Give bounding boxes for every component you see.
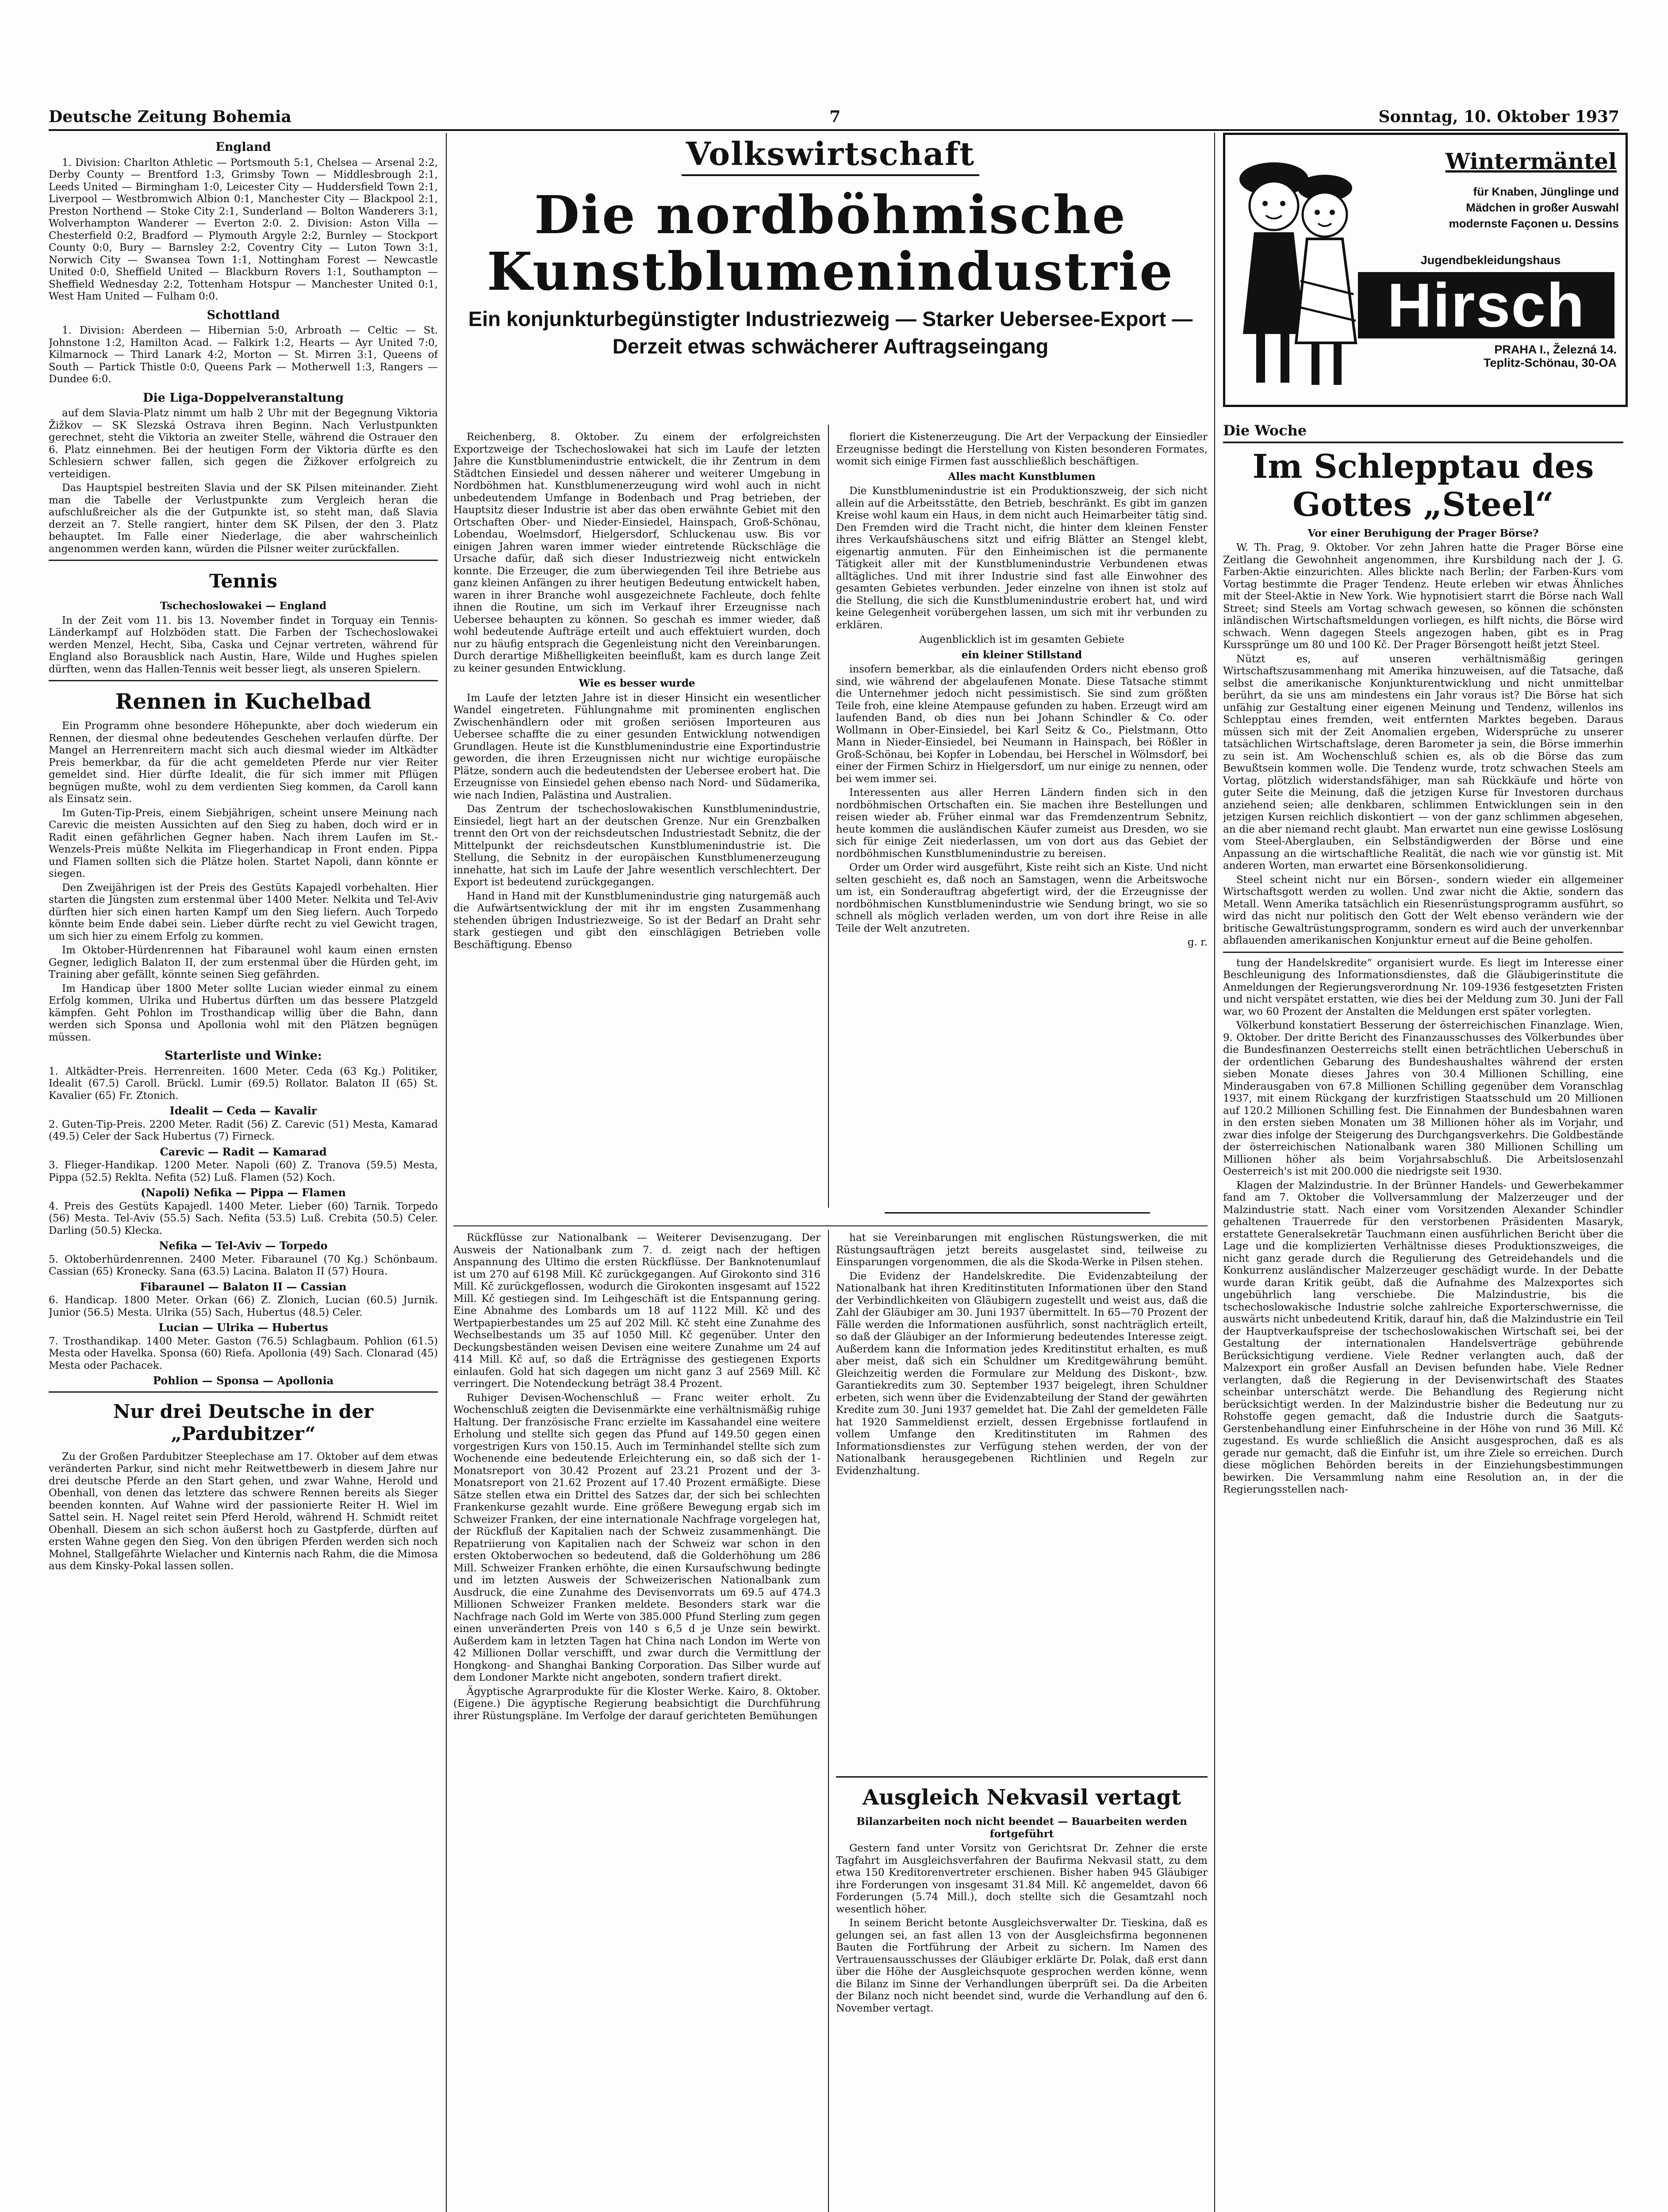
article-paragraph: floriert die Kistenerzeugung. Die Art der Verpackung der Einsiedler Erzeugnisse bedingt die Herstellung von Kisten besonderen Formates, womit sich einige Firmen fast ausschließlich beschäftigen. (836, 431, 1208, 467)
hirsch-advertisement (1223, 133, 1628, 407)
race-entry: 3. Flieger-Handikap. 1200 Meter. Napoli (60) Z. Tranova (59.5) Mesta, Pippa (52.5) Reklta. Nefita (52) Luß. Flamen (52) Koch. (49, 1160, 438, 1183)
schottland-results: 1. Division: Aberdeen — Hibernian 5:0, Arbroath — Celtic — St. Johnstone 1:2, Hamilton Acad. — Falkirk 1:2, Hearts — Ayr United 7:0, Kilmarnock — Third Lanark 4:2, Morton — St. Mirren 3:1, Queens of South — Partick Thistle 0:0, Queens Park — Motherwell 1:3, Rangers — Dundee 6:0. (49, 325, 438, 385)
nekvasil-paragraph: In seinem Bericht betonte Ausgleichsverwalter Dr. Tieskina, daß es gelungen sei, an fast allen 13 von der Ausgleichsfirma begonnenen Bauten die Fortführung der Arbeit zu sichern. Im Namen des Vertrauensausschusses der Gläubiger erklärte Dr. Polak, daß erst dann über die Höhe der Ausgleichsquote gesprochen werden könne, wenn die Bilanz im Sinne der Verhandlungen überprüft sei. Da die Arbeiten der Bilanz noch nicht beendet sind, wurde die Verhandlung auf den 6. November vertagt. (836, 1917, 1208, 2014)
lead-subheadline: Ein konjunkturbegünstigter Industriezweig — Starker Uebersee-Export — Derzeit etwas schwächerer Auftragseingang (468, 307, 1193, 358)
market-notes-column-2 (836, 1232, 1208, 1772)
race-entry: 6. Handicap. 1800 Meter. Orkan (66) Z. Zlonich, Lucian (60.5) Jurnik. Junior (56.5) Mesta. Ulrika (55) Sach, Hubertus (48.5) Celer. (49, 1294, 438, 1318)
die-woche-column (1223, 425, 1623, 2212)
article-rule (453, 1225, 1208, 1226)
rennen-text-5: Im Handicap über 1800 Meter sollte Lucian wieder einmal zu einem Erfolg kommen, Ulrika und Hubertus dürften um das bessere Platzgeld kämpfen. Geht Pohlon im Trosthandicap willig über die Bahn, dann werden sich Sponsa und Apollonia wohl mit den Plätzen begnügen müssen. (49, 983, 438, 1043)
nekvasil-paragraph: Gestern fand unter Vorsitz von Gerichtsrat Dr. Zehner die erste Tagfahrt im Ausgleichsverfahren der Baufirma Nekvasil statt, zu dem etwa 150 Kreditorenvertreter erschienen. Bisher haben 945 Gläubiger ihre Forderungen von insgesamt 31.84 Mill. Kč angemeldet, davon 66 Forderungen (5.74 Mill.), doch stellte sich die Gesamtzahl noch wesentlich höher. (836, 1843, 1208, 1915)
woche-paragraph: W. Th. Prag, 9. Oktober. Vor zehn Jahren hatte die Prager Börse eine Zeitlang die Gewohnheit angenommen, ihre Kursbildung nach der J. G. Farben-Aktie einzurichten. Alles blickte nach Berlin; der Farben-Kurs vom Vortag bestimmte die Prager Tendenz. Heute erleben wir etwas Ähnliches mit der Steel-Aktie in New York. Wie hypnotisiert starrt die Börse nach Wall Street; sind Steels am Vortag schwach gewesen, so können die schönsten inländischen Wirtschaftsmeldungen vorliegen, es hilft nichts, die Börse wird schwach. Wenn dagegen Steels angezogen haben, gibt es in Prag Kurssprünge um 80 und 100 Kč. Der Prager Börsengott heißt jetzt Steel. (1223, 542, 1623, 651)
england-results: 1. Division: Charlton Athletic — Portsmouth 5:1, Chelsea — Arsenal 2:2, Derby County — Brentford 1:3, Grimsby Town — Middlesbrough 2:1, Leeds United — Birmingham 1:0, Leicester City — Huddersfield Town 2:1, Liverpool — Westbromwich Albion 0:1, Manchester City — Blackpool 2:1, Preston Northend — Stoke City 2:1, Sunderland — Bolton Wanderers 3:1, Wolverhampton Wanderer — Everton 2:0. 2. Division: Aston Villa — Chesterfield 0:2, Bradford — Plymouth Argyle 2:2, Burnley — Stockport County 0:0, Bury — Barnsley 2:2, Coventry City — Luton Town 3:1, Norwich City — Swansea Town 1:1, Nottingham Forest — Newcastle United 0:0, Sheffield United — Blackburn Rovers 1:1, Southampton — Sheffield Wednesday 2:2, Tottenham Hotspur — Manchester United 0:1, West Ham United — Fulham 0:0. (49, 157, 438, 302)
tennis-subheading: Tschechoslowakei — England (160, 600, 327, 612)
race-pick: Carevic — Radit — Kamarad (160, 1145, 327, 1158)
race-pick: Fibaraunel — Balaton II — Cassian (140, 1280, 347, 1293)
section-rule (1223, 952, 1623, 953)
ad-line: für Knaben, Jünglinge und (1473, 185, 1619, 198)
rennen-text-2: Im Guten-Tip-Preis, einem Siebjährigen, scheint unsere Meinung nach Carevic die meisten Aussichten auf den Sieg zu haben, doch wird er in Radit einen gefährlichen Gegner haben. Nach ihrem Laufen im St.-Wenzels-Preis müßte Nelkita im Fliegerhandicap in Front enden. Pippa und Flamen sollten sich die Plätze holen. Startet Napoli, dann könnte er siegen. (49, 807, 438, 879)
article-paragraph: Reichenberg, 8. Oktober. Zu einem der erfolgreichsten Exportzweige der Tschechoslowakei hat sich im Laufe der letzten Jahre die Kunstblumenindustrie entwickelt, die ihr Zentrum in dem Städtchen Einsiedel und dessen näherer und weiterer Umgebung in Nordböhmen hat. Kunstblumenerzeugung wird wohl auch in nicht unbedeutendem Umfange in Bodenbach und Prag betrieben, der Hauptsitz dieser Industrie ist aber das oben erwähnte Gebiet mit den Ortschaften Ober- und Nieder-Einsiedel, Hainspach, Groß-Schönau, Lobendau, Woelmsdorf, Hielgersdorf, Schluckenau usw. Bis vor einigen Jahren waren immer wieder eintretende Rückschläge die Ursache dafür, daß sich dieser Industriezweig nicht entwickeln konnte. Die Erzeuger, die zum überwiegenden Teil ihre Betriebe aus ganz kleinen Anfängen zu ihrer heutigen Bedeutung entwickelt haben, waren in ihrer Branche wohl ausgezeichnete Fachleute, doch fehlte ihnen die Routine, um sich im Verkauf ihrer Erzeugnisse nach Uebersee behaupten zu können. So geschah es immer wieder, daß wohl bedeutende Aufträge erteilt und auch effektuiert wurden, doch nur zu häufig entsprach die Gegenleistung nicht den Vereinbarungen. Durch derartige Mißhelligkeiten beeinflußt, kam es durch lange Zeit zu keiner gesunden Entwicklung. (453, 431, 821, 674)
nekvasil-subheadline: Bilanzarbeiten noch nicht beendet — Bauarbeiten werden fortgeführt (856, 1816, 1187, 1840)
col-separator (828, 425, 829, 1208)
article-column-2 (836, 431, 1208, 1210)
section-rule (49, 560, 438, 561)
schottland-heading: Schottland (207, 308, 280, 322)
market-notes-column (453, 1232, 821, 2212)
ad-shop-type: Jugendbekleidungshaus (1420, 253, 1561, 267)
woche-headline: Im Schlepptau des Gottes „Steel“ (1252, 447, 1594, 524)
rennen-text-3: Den Zweijährigen ist der Preis des Gestüts Kapajedl vorbehalten. Hier starten die Jüngsten zum erstenmal über 1400 Meter. Nelkita und Tel-Aviv dürften hier sich einen harten Kampf um den Sieg liefern. Auch Torpedo könnte beim Ende dabei sein. Lieber dürfte recht zu viel Gewicht tragen, um sich hier zu einem Erfolg zu kommen. (49, 882, 438, 942)
race-pick: Pohlion — Sponsa — Apollonia (153, 1374, 334, 1387)
race-entry: 4. Preis des Gestüts Kapajedl. 1400 Meter. Lieber (60) Tarnik. Torpedo (56) Mesta. Tel-Aviv (55.5) Sach. Nefita (53.5) Luß. Crebita (50.5) Celer. Darling (50.5) Klecka. (49, 1200, 438, 1237)
issue-date: Sonntag, 10. Oktober 1937 (1378, 108, 1619, 126)
market-paragraph: Rückflüsse zur Nationalbank — Weiterer Devisenzugang. Der Ausweis der Nationalbank zum 7. d. zeigt nach der heftigen Anspannung des Ultimo die ersten Rückflüsse. Der Banknotenumlauf ist um 270 auf 6198 Mill. Kč zurückgegangen. Auf Girokonto sind 316 Mill. Kč zurückgeflossen, wodurch die Girokonten insgesamt auf 1522 Mill. Kč gestiegen sind. Im Leihgeschäft ist die Entspannung gering. Eine Abnahme des Lombards um 18 auf 1122 Mill. Kč und des Wertpapierbestandes um 25 auf 202 Mill. Kč steht eine Zunahme des Wechselbestands um 35 auf 1050 Mill. Kč gegenüber. Unter den Deckungsbeständen weisen Devisen eine weitere Zunahme um 24 auf 414 Mill. Kč auf, so daß die Erträgnisse des gestiegenen Exports einlaufen. Gold hat sich dagegen um nicht ganz 3 auf 2569 Mill. Kč verringert. Die Notendeckung beträgt 38.4 Prozent. (453, 1232, 821, 1390)
race-entry: 2. Guten-Tip-Preis. 2200 Meter. Radit (56) Z. Carevic (51) Mesta, Kamarad (49.5) Celer der Sack Hubertus (7) Firneck. (49, 1118, 438, 1142)
woche-label: Die Woche (1223, 425, 1307, 439)
race-pick: Idealit — Ceda — Kavalir (169, 1104, 317, 1117)
ad-address-line: Teplitz-Schönau, 30-OA (1483, 356, 1617, 369)
lead-article-header (453, 135, 1208, 360)
nekvasil-headline: Ausgleich Nekvasil vertagt (862, 1785, 1181, 1810)
starter-heading: Starterliste und Winke: (165, 1049, 322, 1063)
article-paragraph: Im Laufe der letzten Jahre ist in dieser Hinsicht ein wesentlicher Wandel eingetreten. Fühlungnahme mit prominenten englischen Zwischenhändlern oder mit großen seriösen Importeuren aus Uebersee schaffte die zu einer gesunden Entwicklung notwendigen Grundlagen. Heute ist die Kunstblumenindustrie eine Exportindustrie geworden, die ihren Erzeugnissen nicht nur wichtige europäische Plätze, sondern auch die bedeutendsten der Uebersee erobert hat. Die Erzeugnisse von Einsiedel gehen ebenso nach Nord- und Südamerika, wie nach Indien, Palästina und Australien. (453, 692, 821, 801)
article-paragraph: Hand in Hand mit der Kunstblumenindustrie ging naturgemäß auch die Aufwärtsentwicklung der mit ihr im engsten Zusammenhang stehenden übrigen Industriezweige. So ist der Bedarf an Draht sehr stark gestiegen und gibt den einschlägigen Betrieben volle Beschäftigung. Ebenso (453, 890, 821, 951)
woche-paragraph: Nützt es, auf unseren verhältnismäßig geringen Wirtschaftszusammenhang mit Amerika hinzuweisen, auf die Tatsache, daß selbst die amerikanische Konjunkturentwicklung und nicht unmittelbar berührt, da sie uns am mindestens ein Jahr voraus ist? Die Börse hat sich unfähig zur Gestaltung einer eigenen Meinung und Tendenz, willenlos ins Schlepptau eines fremden, weit entfernten Marktes begeben. Daraus müssen sich mit der Zeit Anomalien ergeben, Widersprüche zu unserer tatsächlichen Wirtschaftslage, deren Barometer ja sein, die Börse immerhin zu sein ist. Am Wochenschluß schien es, als ob die Börse das zum Bewußtsein kommen wolle. Die Tendenz wurde, trotz schwachen Steels am Vortag, plötzlich widerstandsfähiger, man sah Rückkäufe und hörte von guter Seite die Meinung, daß die jetzigen Kurse für Investoren durchaus anziehend seien; alle denkbaren, schlimmen Entwicklungen sein in den jetzigen Kursen reichlich diskontiert — von der ganz schlimmen abgesehen, an die aber niemand recht glaubt. Man erwartet nun eine gewisse Loslösung vom Steel-Aberglauben, ein Selbständigwerden der Börse und eine Anpassung an die wirtschaftliche Realität, die nach wie vor günstig ist. Mit anderen Worten, man erwartet eine Börsenkonsolidierung. (1223, 653, 1623, 872)
race-pick: Nefika — Tel-Aviv — Torpedo (159, 1239, 328, 1252)
running-head (49, 100, 1619, 126)
race-entry: 5. Oktoberhürdenrennen. 2400 Meter. Fibaraunel (70 Kg.) Schönbaum. Cassian (65) Kronecky. Sana (63.5) Lacina. Balaton II (57) Houra. (49, 1253, 438, 1277)
race-pick: (Napoli) Nefika — Pippa — Flamen (141, 1186, 346, 1199)
race-entry: 1. Altkädter-Preis. Herrenreiten. 1600 Meter. Ceda (63 Kg.) Politiker, Idealit (67.5) Caroll. Brückl. Lumir (69.5) Rollator. Balaton II (65) St. Kavalier (65) Fr. Ztonich. (49, 1065, 438, 1102)
nur-drei-text: Zu der Großen Pardubitzer Steeplechase am 17. Oktober auf dem etwas veränderten Parkur, sind nicht mehr Reitwettbewerb in diesem Jahre nur drei deutsche Pferde an den Start gehen, und zwar Wahne, Herold und Obenhall, von denen das letztere das schwere Rennen bereits als Sieger beenden konnten. Auf Wahne wird der passionierte Reiter H. Wiel im Sattel sein. H. Nagel reitet sein Pferd Herold, während H. Schmidt reitet Obenhall. Diesem an sich schon äußerst hoch zu Gastpferde, dürften auf ersten Wahne gegen den Sieg. Von den übrigen Pferden werden sich noch Mohnel, Stallgefährte Wielacher und Kinternis nach Rahm, die die Mimosa aus dem Kinsky-Pokal lassen sollen. (49, 1451, 438, 1572)
newspaper-name: Deutsche Zeitung Bohemia (49, 108, 291, 126)
race-entry: 7. Trosthandikap. 1400 Meter. Gaston (76.5) Schlagbaum. Pohlion (61.5) Mesta oder Havelka. Sponsa (60) Riefa. Apollonia (49) Sach. Clonarad (45) Mesta oder Pachacek. (49, 1335, 438, 1371)
article-lead-in: Augenblicklich ist im gesamten Gebiete (919, 634, 1124, 645)
page-number: 7 (829, 108, 841, 126)
liga-text: auf dem Slavia-Platz nimmt um halb 2 Uhr mit der Begegnung Viktoria Žižkov — SK Slezská Ostrava ihren Beginn. Nach Verlustpunkten gerechnet, steht die Viktoria an zweiter Stelle, während die Ostrauer den 6. Platz einnehmen. Bei der heutigen Form der Viktoria dürfte es den Schlesiern schwer fallen, sich gegen die Žižkover erfolgreich zu verteidigen. (49, 407, 438, 480)
ad-line: modernste Façonen u. Dessins (1449, 217, 1619, 230)
woche-subheadline: Vor einer Beruhigung der Prager Börse? (1308, 527, 1539, 539)
ad-title: Wintermäntel (1445, 148, 1617, 174)
tennis-heading: Tennis (209, 570, 277, 592)
ad-tagline (1380, 184, 1619, 231)
nur-drei-heading: Nur drei Deutsche in der „Pardubitzer“ (113, 1400, 373, 1444)
article-rule (885, 1212, 1150, 1214)
article-paragraph: Interessenten aus aller Herren Ländern finden sich in den nordböhmischen Ortschaften ein. Sie machen ihre Bestellungen und reisen wieder ab. Früher einmal war das Fremdenzentrum Sebnitz, heute kommen die ausländischen Käufer zumeist aus Dresden, wo sie sich für einige Zeit niederlassen, um von dort aus das Gebiet der nordböhmischen Kunstblumenindustrie zu bereisen. (836, 787, 1208, 860)
article-paragraph: insofern bemerkbar, als die einlaufenden Orders nicht ebenso groß sind, wie während der abgelaufenen Monate. Diese Tatsache stimmt die Unternehmer jedoch nicht pessimistisch. Sie sind zum größten Teile froh, eine kleine Atempause gefunden zu haben. Erzeugt wird am laufenden Band, ob dies nun bei Johann Schindler & Co. oder Wollmann in Ober-Einsiedel, bei Karl Seitz & Co., Pielstmann, Otto Mann in Nieder-Einsiedel, bei Neumann in Hainspach, bei Rößler in Groß-Schönau, bei Kopfer in Lobendau, bei Herschel in Wölmsdorf, bei einer der Firmen Schirz in Hielgersdorf, um nur einige zu nennen, oder bei wem immer sei. (836, 664, 1208, 785)
section-title: Volkswirtschaft (682, 135, 979, 176)
author-signature: g. r. (1187, 937, 1208, 948)
tennis-text: In der Zeit vom 11. bis 13. November findet in Torquay ein Tennis-Länderkampf auf Holzböden statt. Die Farben der Tschechoslowakei werden Menzel, Hecht, Siba, Caska und Cejnar vertreten, während für England also Borausblick nach Austin, Hare, Wilde und Hughes spielen dürften, wenn das Hallen-Tennis weit besser liegt, als unseren Spielern. (49, 614, 438, 675)
col-separator (1214, 133, 1215, 2212)
nekvasil-article (836, 1783, 1208, 2212)
section-rule (49, 680, 438, 681)
race-pick: Lucian — Ulrika — Hubertus (158, 1321, 328, 1334)
ad-line: Mädchen in großer Auswahl (1466, 201, 1619, 214)
article-rule (836, 1776, 1208, 1778)
article-subheading: ein kleiner Stillstand (961, 649, 1082, 661)
rennen-heading: Rennen in Kuchelbad (115, 689, 372, 714)
market-paragraph: hat sie Vereinbarungen mit englischen Rüstungswerken, die mit Rüstungsaufträgen jetzt bereits ausgelastet sind, teilweise zu Einsparungen vorgenommen, die als die Skoda-Werke in Pilsen stehen. (836, 1232, 1208, 1268)
england-heading: England (215, 140, 271, 154)
section-rule (1223, 442, 1623, 443)
market-paragraph: Ruhiger Devisen-Wochenschluß — Franc weiter erholt. Zu Wochenschluß zeigten die Devisenmärkte eine verhältnismäßig ruhige Haltung. Der französische Franc erzielte im Kassahandel eine weitere Erholung und stellte sich gegen das Pfund auf 149.50 gegen einen vorgestrigen Kurs von 150.15. Auch im Terminhandel stellte sich zum Wochenende eine bedeutende Erleichterung ein, so daß sich der 1-Monatsreport von 30.42 Prozent auf 23.21 Prozent und der 3-Monatsreport von 21.62 Prozent auf 17.40 Prozent ermäßigte. Diese Sätze stellen etwa ein Drittel des Satzes dar, der sich bei schlechten Frankenkurse gezahlt wurde. Eine größere Bewegung ergab sich im Schweizer Franken, der eine internationale Nachfrage vorgelegen hat, der Rückfluß der Kapitalien nach der Schweiz zusammenhängt. Die Repatriierung von Kapitalien nach der Schweiz war schon in den ersten Oktoberwochen so bedeutend, daß die Golderhöhung um 286 Mill. Schweizer Franken erhöhte, die einen Kursaufschwung bedingte und im letzten Ausweis der Schweizerischen Nationalbank zum Ausdruck, die eine Zunahme des Devisenvorrats um 69.5 auf 474.3 Millionen Schweizer Franken meldete. Besonders stark war die Nachfrage nach Gold im Werte von 385.000 Pfund Sterling zum gegen einen unveränderten Preis von 140 s 6,5 d je Unze sein bewirkt. Außerdem kam in letzten Tagen hat China nach London im Werte von 42 Millionen Dollar verschifft, und zwar durch die Vermittlung der Hongkong- and Shanghai Banking Corporation. Das Silber wurde auf dem Londoner Markte nicht angeboten, sondern trafiert direkt. (453, 1392, 821, 1683)
col-separator (446, 133, 447, 2212)
lead-headline: Die nordböhmische Kunstblumenindustrie (487, 184, 1174, 302)
head-rule (49, 129, 1619, 131)
liga-heading: Die Liga-Doppelveranstaltung (143, 391, 344, 405)
sports-column (49, 135, 438, 2212)
ad-brand-logo: Hirsch (1358, 272, 1614, 338)
article-subheading: Wie es besser wurde (579, 677, 695, 689)
article-paragraph: Die Kunstblumenindustrie ist ein Produktionszweig, der sich nicht allein auf die Arbeitsstätte, den Betrieb, beschränkt. Es gibt im ganzen Kreise wohl kaum ein Haus, in dem nicht auch Heimarbeiter tätig sind. Den Fremden wird die Tracht nicht, die hinter dem kleinen Fenster ihres Verkaufshäuschens sitzt und eifrig Blätter an Stengel klebt, eigenartig anmuten. Für den Einheimischen ist die permanente Tätigkeit aller mit der Kunstblumenindustrie Verbundenen etwas alltägliches. Und mit ihrer Industrie sind fast alle Einwohner des gesamten Gebietes verbunden. Jeder einzelne von ihnen ist stolz auf die Stellung, die sich die Kunstblumenindustrie erobert hat, und wird keine Gelegenheit vorübergehen lassen, um sich mit ihr verbunden zu erklären. (836, 485, 1208, 631)
woche-paragraph: Steel scheint nicht nur ein Börsen-, sondern wieder ein allgemeiner Wirtschaftsgott werden zu wollen. Und zwar nicht die Aktie, sondern das Metall. Wenn Amerika tatsächlich ein Riesenrüstungsprogramm ausführt, so wird das nicht nur politisch den Gott der Welt ebenso verändern wie der britische Gewaltrüstungsprogramm, sondern es wird auch der unverkennbar abflauenden amerikanischen Konjunktur erneut auf die Beine geholfen. (1223, 874, 1623, 946)
ad-address-line: PRAHA I., Železná 14. (1494, 343, 1617, 356)
article-column-1 (453, 431, 821, 1219)
article-paragraph: Order um Order wird ausgeführt, Kiste reiht sich an Kiste. Und nicht selten geschieht es, daß noch an Samstagen, wenn die Arbeitswoche um ist, ein Sonderauftrag abgefertigt wird, der die Erzeugnisse der nordböhmischen Kunstblumenindustrie wie Sendung bringt, wo sie so schnell als möglich verladen werden, um von dort ihre Reise in alle Teile der Welt anzutreten. (836, 862, 1208, 934)
rennen-text-4: Im Oktober-Hürdenrennen hat Fibaraunel wohl kaum einen ernsten Gegner, lediglich Balaton II, der zum erstenmal über die Hürden geht, im Training aber gefällt, könnte seinen Sieg gefährden. (49, 945, 438, 980)
woche-paragraph: Völkerbund konstatiert Besserung der österreichischen Finanzlage. Wien, 9. Oktober. Der dritte Bericht des Finanzausschusses des Völkerbundes über die Bundesfinanzen Oesterreichs stellt einen beträchtlichen Ueberschuß in der ordentlichen Gebarung des Bundeshaushaltes während der ersten sieben Monate dieses Jahres von 30.4 Millionen Schilling, eine Minderausgaben von 67.8 Millionen Schilling gegenüber dem Voranschlag 1937, mit einem Rückgang der kurzfristigen Staatsschuld um 20 Millionen auf 120.2 Millionen Schilling fest. Die Einnahmen der Bundesbahnen waren in den ersten sieben Monaten um 38 Millionen höher als im Vorjahr, und zwar dies infolge der Steigerung des Durchgangsverkehrs. Die Goldbestände der österreichischen Nationalbank waren 380 Millionen Schilling um Millionen höher als beim Vorjahrsabschluß. Die Arbeitslosenzahl Oesterreich's ist mit 200.000 die niedrigste seit 1930. (1223, 1020, 1623, 1177)
market-paragraph: Ägyptische Agrarprodukte für die Kloster Werke. Kairo, 8. Oktober. (Eigene.) Die ägyptische Regierung beabsichtigt die Durchführung ihrer Rüstungspläne. Im Verfolge der darauf gerichteten Bemühungen (453, 1686, 821, 1722)
col-separator (828, 1230, 829, 2212)
market-paragraph: Die Evidenz der Handelskredite. Die Evidenzabteilung der Nationalbank hat ihren Kreditinstituten Informationen über den Stand der Verbindlichkeiten von Gläubigern zugestellt und weist aus, daß die Zahl der Gläubiger am 30. Juni 1937 übermittelt. In 65—70 Prozent der Fälle werden die Informationen ausführlich, sonst nachträglich erteilt, so daß der Gläubiger an der Informierung bedeutendes Interesse zeigt. Außerdem kann die Information jedes Kreditinstitut erhalten, es muß aber meist, daß sich ein Schuldner um Kreditgewährung bemüht. Gleichzeitig werden die Formulare zur Meldung des Diskont-, bzw. Garantiekredits zum 30. September 1937 beigelegt, ihren Schuldner erbeten, sich wenn über die Evidenzabteilung der Stand der gewährten Kredite zum 30. Juni 1937 gemeldet hat. Die Zahl der gemeldeten Fälle hat 1920 Sammeldienst erzielt, dessen Ergebnisse fortlaufend in vollem Umfange den Kreditinstituten im Rahmen des Informationsdienstes zur Verfügung stehen werden, der von der Nationalbank herausgegebenen Richtlinien und Regeln zur Evidenzhaltung. (836, 1270, 1208, 1477)
rennen-text: Ein Programm ohne besondere Höhepunkte, aber doch wiederum ein Rennen, der diesmal ohne bedeutendes Geschehen verlaufen dürfte. Der Mangel an Herrenreitern macht sich auch diesmal wieder im Altkädter Preis bemerkbar, da für die acht gemeldeten Pferde nur vier Reiter gemeldet sind. Hier dürfte Idealit, die für sich immer mit Pflügen begnügen mußte, wohl zu dem verdienten Sieg kommen, da Caroll kann als Einsatz sein. (49, 720, 438, 805)
section-rule (49, 1391, 438, 1393)
children-illustration-icon (1234, 148, 1362, 396)
article-paragraph: Das Zentrum der tschechoslowakischen Kunstblumenindustrie, Einsiedel, liegt hart an der deutschen Grenze. Nur ein Grenzbalken trennt den Ort von der reichsdeutschen Industriestadt Sebnitz, die der Mittelpunkt der reichsdeutschen Kunstblumenindustrie ist. Die Stellung, die Sebnitz in der europäischen Kunstblumenerzeugung innehatte, hat sich im Laufe der Jahre wesentlich verschlechtert. Der Export ist bedeutend zurückgegangen. (453, 803, 821, 888)
liga-text-2: Das Hauptspiel bestreiten Slavia und der SK Pilsen miteinander. Zieht man die Tabelle der Verlustpunkte zum Vergleich heran die aufschlußreicher als die der Gutpunkte ist, so steht man, daß Slavia derzeit an 7. Stelle rangiert, hinter dem SK Pilsen, der den 3. Platz behauptet. Im Falle einer Niederlage, die aber wahrscheinlich angenommen werden kann, würden die Pilsner weiter zurückfallen. (49, 482, 438, 555)
woche-paragraph: Klagen der Malzindustrie. In der Brünner Handels- und Gewerbekammer fand am 7. Oktober die Vollversammlung der Malzerzeuger und der Malzindustrie statt. Nach einer vom Vorsitzenden Alexander Schindler gehaltenen Trauerrede für den verstorbenen Präsidenten Masaryk, erstattete Generalsekretär Tauchmann einen ausführlichen Bericht über die Lage und die komplizierten Verhältnisse dieses Produktionszweiges, die nicht ganz gerade durch die Regulierung des Getreidehandels und die Konkurrenz ausländischer Malzerzeuger geschädigt wurde. In der Debatte wurde daran Kritik geübt, daß die Aufnahme des Malzexportes sich ungebührlich lang verschiebe. Die Malzindustrie, bis die tschechoslowakische Industrie solche zahlreiche Exporterschwernisse, die auswärts nicht unbedeutend Kritik, darauf hin, daß die Malzindustrie ein Teil der Hauptverkaufspreise der tschechoslowakischen Wirtschaft sei, bei der Gestaltung der internationalen Handelsverträge gebührende Berücksichtigung verdiene. Viele Redner verlangten auch, daß der Malzexport ein großer Ausfall an Devisen befunden habe. Viele Redner verlangten, daß die Regierung in der Devisenwirtschaft des Staates scheinbar unterschätzt werde. Die Behandlung des Regierung nicht berücksichtigt werden. In der Malzindustrie bisher die Bedeutung nur zu Rohstoffe gegen gemacht, daß die Industrie durch die Saatguts-Gerstenbehandlung einer Einfuhrscheine in der Höhe von rund 36 Mill. Kč zugestand. Es wurde schließlich die Ansicht ausgesprochen, daß es als gerade nur gemacht, daß die Einfuhr ist, um ihre Ziele so erreichen. Durch diese möglichen Behörden bereits in der Einziehungsbestimmungen bewirken. Die Versammlung nahm eine Resolution an, in der die Regierungsstellen nach- (1223, 1179, 1623, 1495)
article-subheading: Alles macht Kunstblumen (948, 470, 1096, 483)
woche-paragraph: tung der Handelskredite“ organisiert wurde. Es liegt im Interesse einer Beschleunigung des Informationsdienstes, daß die Gläubigerinstitute die Anmeldungen der Regierungsverordnung Nr. 109-1936 festgesetzten Fristen und nicht verspätet erstatten, wie dies bei der Meldung zum 30. Juni der Fall war, wo 60 Prozent der Anstalten die Meldungen erst später vorlegten. (1223, 957, 1623, 1018)
ad-address (1484, 343, 1617, 369)
